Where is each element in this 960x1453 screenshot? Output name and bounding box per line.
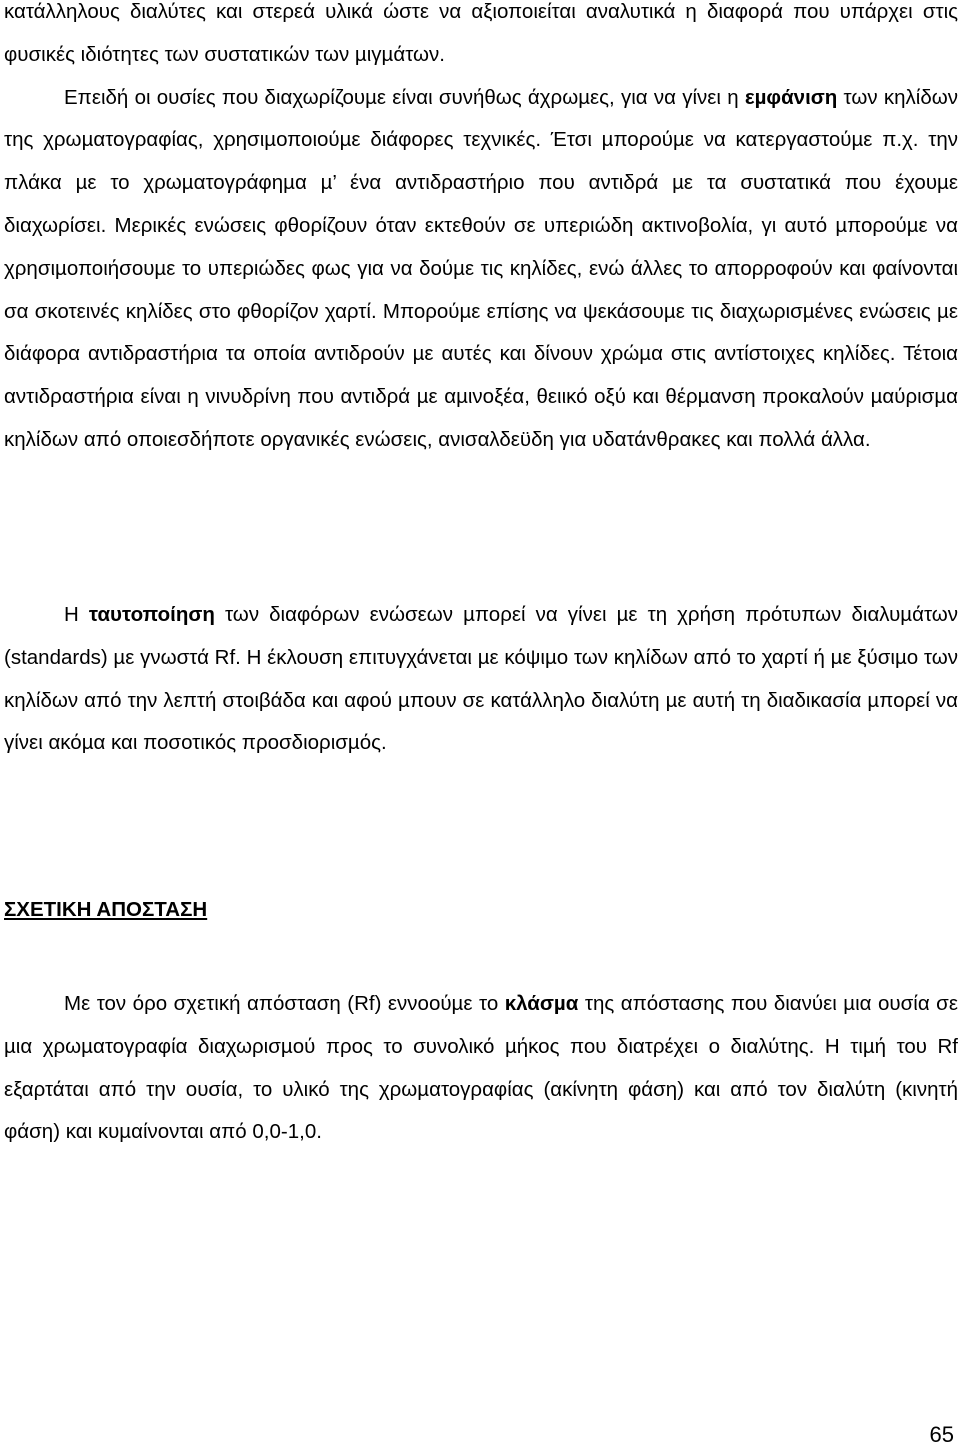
paragraph-3-text-a: Με τον όρο σχετική απόσταση (Rf) εννοούµε το <box>64 992 505 1015</box>
section-heading: ΣΧΕΤΙΚΗ ΑΠΟΣΤΑΣΗ <box>4 898 208 921</box>
paragraph-1-body <box>4 86 958 451</box>
paragraph-2-text-b: των διαφόρων ενώσεων µπορεί να γίνει µε τη χρήση πρότυπων διαλυµάτων (standards) µε γνωστά Rf. Η έκλουση επιτυγχάνεται µε κόψιµο των κηλίδων από το χαρτί ή µε ξύσιµο των κηλίδων από την λεπτή στοιβάδα και αφού µπουν σε κατάλληλο διαλύτη µε αυτή τη διαδικασία µπορεί να γίνει ακόµα και ποσοτικός προσδιορισµός. <box>4 603 959 755</box>
paragraph-identification <box>4 594 958 765</box>
paragraph-1-text-b: των κηλίδων της χρωµατογραφίας, χρησιµοποιούµε διάφορες τεχνικές. Έτσι µπορούµε να κατεργαστούµε π.χ. την πλάκα µε το χρωµατογράφηµα µ’ ένα αντιδραστήριο που αντιδρά µε τα συστατικά που έχουµε διαχωρίσει. Μερικές ενώσεις φθορίζουν όταν εκτεθούν σε υπεριώδη ακτινοβολία, γι αυτό µπορούµε να χρησιµοποιήσουµε το υπεριώδες φως για να δούµε τις κηλίδες, ενώ άλλες το απορροφούν και φαίνονται σα σκοτεινές κηλίδες στο φθορίζον χαρτί. Μπορούµε επίσης να ψεκάσουµε τις διαχωρισµένες ενώσεις µε διάφορα αντιδραστήρια τα οποία αντιδρούν µε αυτές και δίνουν χρώµα στις αντίστοιχες κηλίδες. Τέτοια αντιδραστήρια είναι η νινυδρίνη που αντιδρά µε αµινοξέα, θειικό οξύ και θέρµανση προκαλούν µαύρισµα κηλίδων από οποιεσδήποτε οργανικές ενώσεις, ανισαλδεϋδη για υδατάνθρακες και πολλά άλλα. <box>4 85 958 451</box>
paragraph-1-opening-text: κατάλληλους διαλύτες και στερεά υλικά ώστε να αξιοποιείται αναλυτικά η διαφορά που υπάρχει στις φυσικές ιδιότητες των συστατικών των µιγµάτων. <box>4 0 958 66</box>
paragraph-continuation <box>4 0 958 462</box>
paragraph-3-text-b: της απόστασης που διανύει µια ουσία σε µια χρωµατογραφία διαχωρισµού προς το συνολικό µήκος που διατρέχει ο διαλύτης. Η τιµή του Rf εξαρτάται από την ουσία, το υλικό της χρωµατογραφίας (ακίνητη φάση) και από τον διαλύτη (κινητή φάση) και κυµαίνονται από 0,0-1,0. <box>4 992 958 1144</box>
paragraph-1-bold-term: εµφάνιση <box>744 85 838 109</box>
paragraph-2-text-a: Η <box>64 603 89 626</box>
page-number: 65 <box>929 1422 954 1447</box>
paragraph-1-text-a: Επειδή οι ουσίες που διαχωρίζουµε είναι συνήθως άχρωµες, για να γίνει η <box>64 85 745 109</box>
paragraph-3-bold-term: κλάσµα <box>504 992 579 1015</box>
paragraph-relative-distance <box>4 983 958 1154</box>
document-page <box>4 0 959 1144</box>
paragraph-2-bold-term: ταυτοποίηση <box>88 603 215 626</box>
